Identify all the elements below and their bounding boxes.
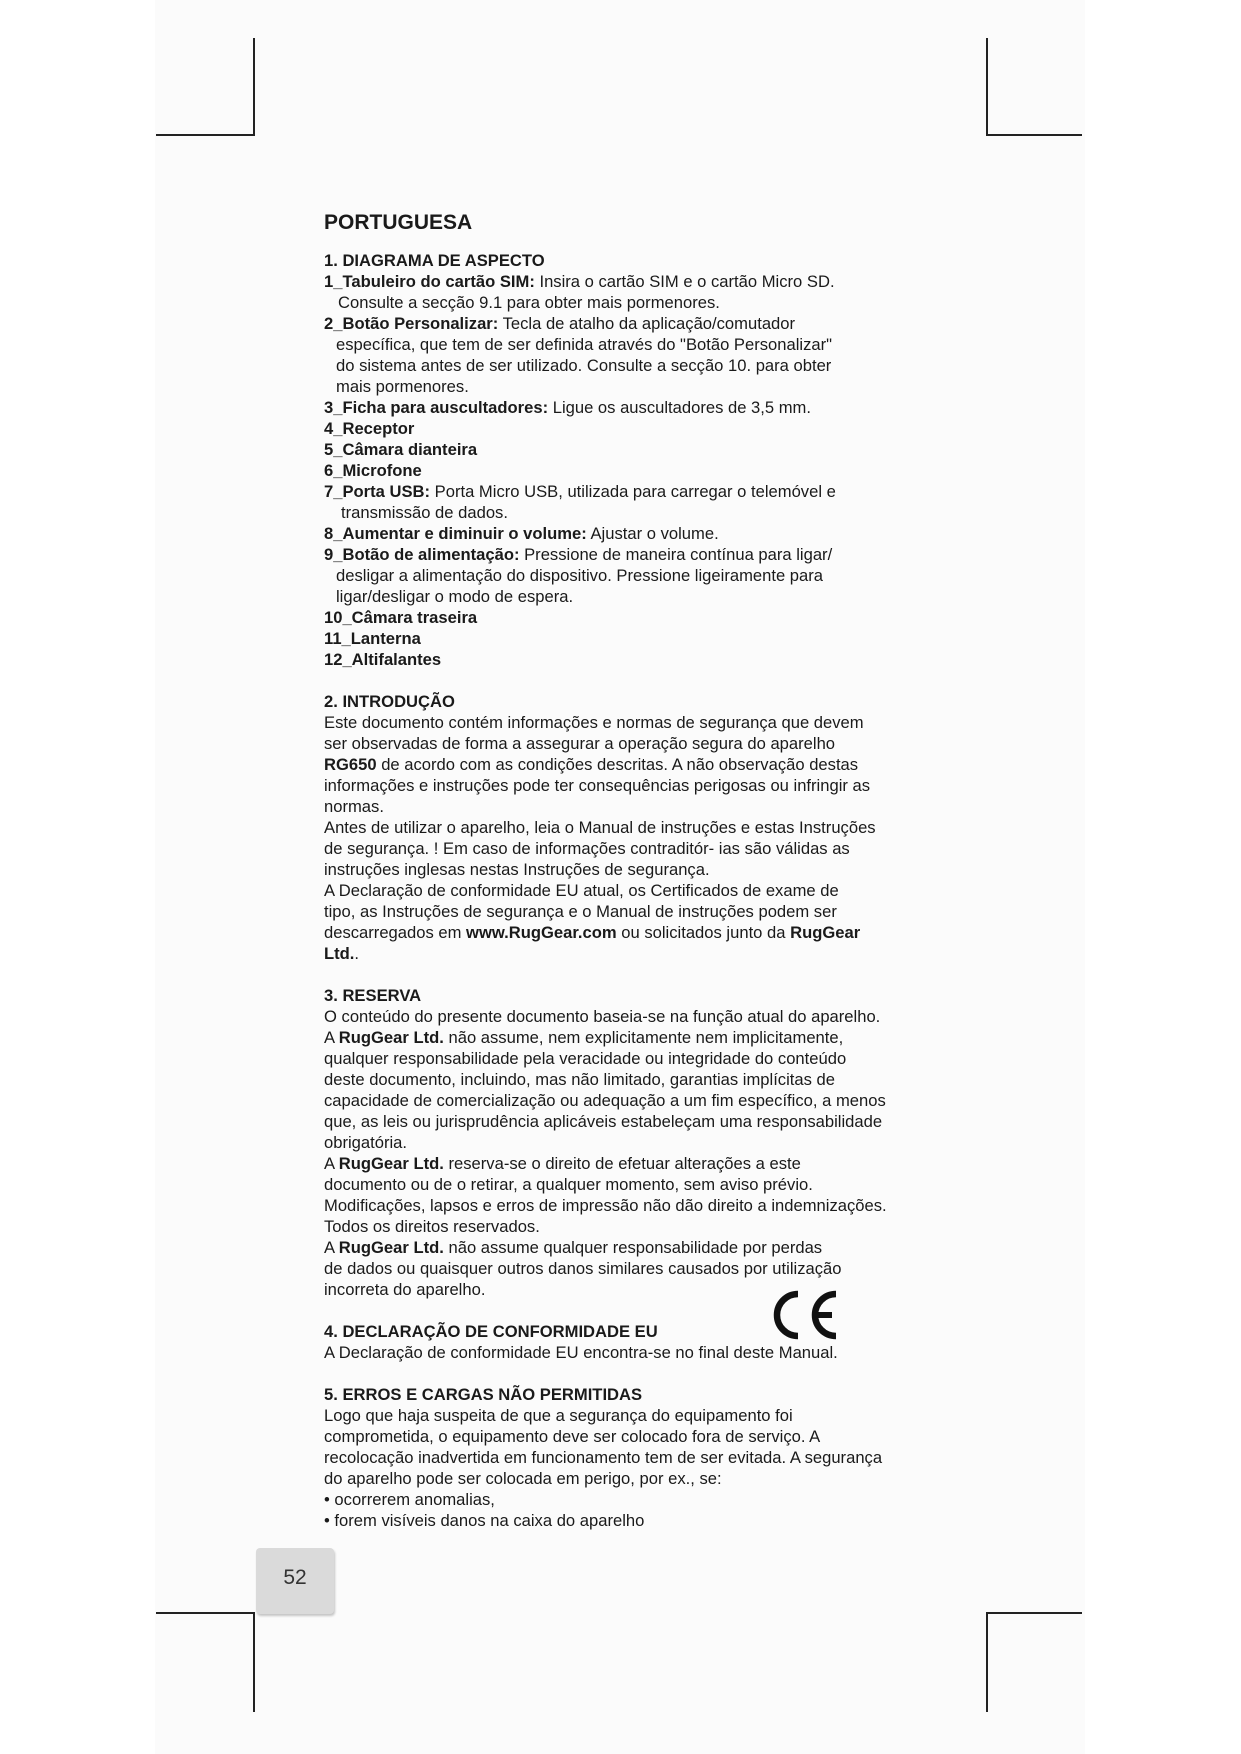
crop-mark-bottom-right-vertical (986, 1612, 988, 1712)
text-line: que, as leis ou jurisprudência aplicáveis estabeleçam uma responsabilidade (324, 1112, 883, 1131)
text-line: normas. (324, 797, 384, 816)
text-line: tipo, as Instruções de segurança e o Manual de instruções podem ser (324, 902, 837, 921)
crop-mark-top-right-horizontal (986, 134, 1082, 136)
text-span: A (324, 1028, 339, 1047)
item-label: 8_Aumentar e diminuir o volume: (324, 524, 587, 543)
text-line: incorreta do aparelho. (324, 1280, 486, 1299)
list-item (324, 313, 944, 397)
text-line: informações e instruções pode ter consequências perigosas ou infringir as (324, 776, 871, 795)
document-body (324, 210, 944, 1531)
text-line (324, 754, 944, 775)
text-line: capacidade de comercialização ou adequação a um fim específico, a menos (324, 1091, 886, 1110)
item-continuation: específica, que tem de ser definida através do "Botão Personalizar" (336, 335, 833, 354)
item-text: Pressione de maneira contínua para ligar/ (519, 545, 833, 564)
text-line: Logo que haja suspeita de que a segurança do equipamento foi (324, 1406, 793, 1425)
text-line: qualquer responsabilidade pela veracidade ou integridade do conteúdo (324, 1049, 847, 1068)
crop-mark-bottom-right-horizontal (986, 1612, 1082, 1614)
bullet-item: • forem visíveis danos na caixa do aparelho (324, 1511, 645, 1530)
language-heading: PORTUGUESA (324, 211, 473, 234)
text-line (324, 943, 944, 964)
item-label: 2_Botão Personalizar: (324, 314, 499, 333)
text-line: comprometida, o equipamento deve ser colocado fora de serviço. A (324, 1427, 821, 1446)
text-span: ou solicitados junto da (616, 923, 791, 942)
text-span: A (324, 1154, 339, 1173)
item-continuation: ligar/desligar o modo de espera. (336, 587, 574, 606)
text-span: . (354, 944, 360, 963)
ce-mark-icon (766, 1288, 840, 1342)
item-continuation: do sistema antes de ser utilizado. Consulte a secção 10. para obter (336, 356, 832, 375)
crop-mark-bottom-left-horizontal (156, 1612, 255, 1614)
section-2-title: 2. INTRODUÇÃO (324, 692, 455, 711)
text-line: de dados ou quaisquer outros danos similares causados por utilização (324, 1259, 842, 1278)
list-item (324, 649, 944, 670)
brand-name: RugGear Ltd. (338, 1154, 444, 1173)
section-4-title: 4. DECLARAÇÃO DE CONFORMIDADE EU (324, 1322, 658, 1341)
list-item (324, 628, 944, 649)
text-line: de segurança. ! Em caso de informações contraditór- ias são válidas as (324, 839, 850, 858)
brand-name: RugGear Ltd. (338, 1028, 444, 1047)
brand-name: Ltd. (324, 944, 355, 963)
item-text: Ajustar o volume. (586, 524, 719, 543)
text-line: Modificações, lapsos e erros de impressão não dão direito a indemnizações. (324, 1196, 887, 1215)
item-continuation: desligar a alimentação do dispositivo. Pressione ligeiramente para (336, 566, 824, 585)
list-item (324, 607, 944, 628)
text-line: A Declaração de conformidade EU encontra-se no final deste Manual. (324, 1343, 838, 1362)
item-label: 11_Lanterna (324, 629, 421, 648)
website-link: www.RugGear.com (466, 923, 617, 942)
page-number: 52 (283, 1566, 307, 1589)
item-continuation: transmissão de dados. (341, 503, 508, 522)
item-continuation: Consulte a secção 9.1 para obter mais pormenores. (338, 293, 720, 312)
text-span: descarregados em (324, 923, 467, 942)
crop-mark-bottom-left-vertical (253, 1612, 255, 1712)
item-label: 4_Receptor (324, 419, 415, 438)
text-line: Todos os direitos reservados. (324, 1217, 540, 1236)
crop-mark-top-right-vertical (986, 38, 988, 136)
item-label: 12_Altifalantes (324, 650, 442, 669)
text-span: não assume qualquer responsabilidade por perdas (443, 1238, 823, 1257)
list-item (324, 418, 944, 439)
item-text: Porta Micro USB, utilizada para carregar o telemóvel e (430, 482, 836, 501)
text-line: Este documento contém informações e normas de segurança que devem (324, 713, 864, 732)
text-line: deste documento, incluindo, mas não limitado, garantias implícitas de (324, 1070, 835, 1089)
item-text: Tecla de atalho da aplicação/comutador (498, 314, 796, 333)
bullet-item: • ocorrerem anomalias, (324, 1490, 495, 1509)
text-line: instruções inglesas nestas Instruções de segurança. (324, 860, 710, 879)
text-span: A (324, 1238, 339, 1257)
text-line: O conteúdo do presente documento baseia-se na função atual do aparelho. (324, 1007, 881, 1026)
list-item (324, 523, 944, 544)
text-span: não assume, nem explicitamente nem implicitamente, (443, 1028, 844, 1047)
text-line: ser observadas de forma a assegurar a operação segura do aparelho (324, 734, 836, 753)
brand-name: RugGear (790, 923, 861, 942)
list-item (324, 271, 944, 313)
list-item (324, 481, 944, 523)
text-line: obrigatória. (324, 1133, 408, 1152)
text-span: de acordo com as condições descritas. A não observação destas (376, 755, 859, 774)
item-text: Insira o cartão SIM e o cartão Micro SD. (534, 272, 835, 291)
item-label: 3_Ficha para auscultadores: (324, 398, 549, 417)
page-number-tab (256, 1548, 334, 1614)
text-line (324, 1027, 944, 1048)
item-label: 7_Porta USB: (324, 482, 431, 501)
text-line: Antes de utilizar o aparelho, leia o Manual de instruções e estas Instruções (324, 818, 876, 837)
list-item (324, 439, 944, 460)
item-label: 9_Botão de alimentação: (324, 545, 520, 564)
item-label: 6_Microfone (324, 461, 422, 480)
text-line: recolocação inadvertida em funcionamento tem de ser evitada. A segurança (324, 1448, 883, 1467)
crop-mark-top-left-horizontal (156, 134, 255, 136)
section-1-title: 1. DIAGRAMA DE ASPECTO (324, 251, 545, 270)
text-line (324, 922, 944, 943)
item-label: 10_Câmara traseira (324, 608, 478, 627)
brand-name: RugGear Ltd. (338, 1238, 444, 1257)
crop-mark-top-left-vertical (253, 38, 255, 136)
text-line (324, 1153, 944, 1174)
item-label: 5_Câmara dianteira (324, 440, 478, 459)
text-line (324, 1237, 944, 1258)
list-item (324, 397, 944, 418)
section-3-title: 3. RESERVA (324, 986, 422, 1005)
item-text: Ligue os auscultadores de 3,5 mm. (548, 398, 811, 417)
section-5-title: 5. ERROS E CARGAS NÃO PERMITIDAS (324, 1385, 643, 1404)
list-item (324, 460, 944, 481)
text-line: do aparelho pode ser colocada em perigo, por ex., se: (324, 1469, 722, 1488)
model-name: RG650 (324, 755, 377, 774)
item-continuation: mais pormenores. (336, 377, 469, 396)
text-line: documento ou de o retirar, a qualquer momento, sem aviso prévio. (324, 1175, 813, 1194)
list-item (324, 544, 944, 607)
text-span: reserva-se o direito de efetuar alterações a este (443, 1154, 801, 1173)
text-line: A Declaração de conformidade EU atual, os Certificados de exame de (324, 881, 839, 900)
item-label: 1_Tabuleiro do cartão SIM: (324, 272, 535, 291)
